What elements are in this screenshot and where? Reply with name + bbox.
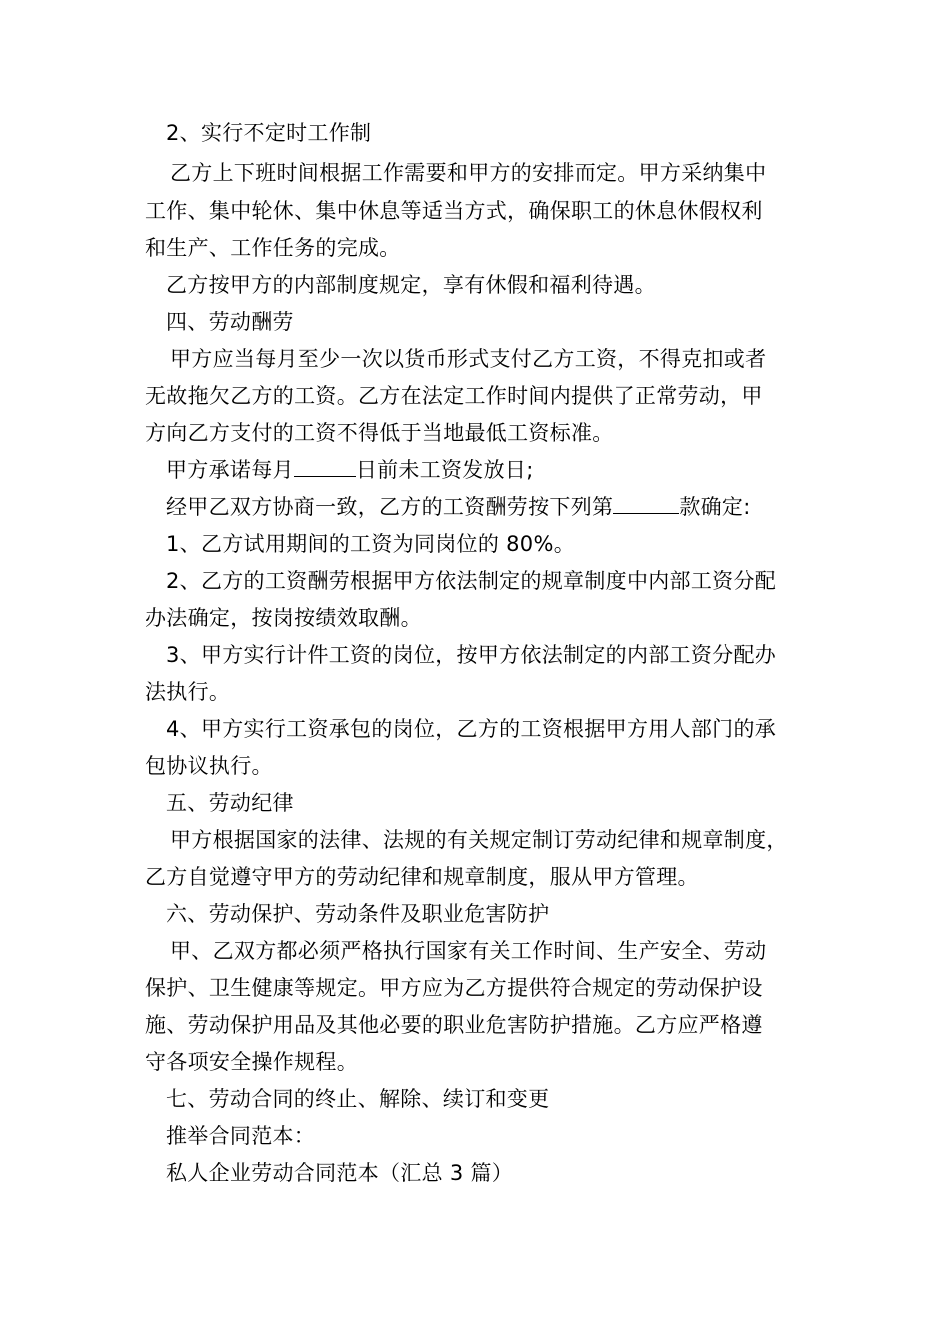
paragraph-pay-option <box>166 492 751 522</box>
option-text-after: 款确定: <box>679 495 751 519</box>
section-heading-6: 六、劳动保护、劳动条件及职业危害防护 <box>166 902 550 926</box>
section-heading-4: 四、劳动酬劳 <box>166 310 294 334</box>
list-item-1: 1、乙方试用期间的工资为同岗位的 80%。 <box>166 532 576 556</box>
list-item-2-line1: 2、乙方的工资酬劳根据甲方依法制定的规章制度中内部工资分配 <box>166 569 777 593</box>
paragraph-protection-line2: 保护、卫生健康等规定。甲方应为乙方提供符合规定的劳动保护设 <box>145 976 763 1000</box>
paragraph-protection-line3: 施、劳动保护用品及其他必要的职业危害防护措施。乙方应严格遵 <box>145 1013 763 1037</box>
list-item-3-line1: 3、甲方实行计件工资的岗位，按甲方依法制定的内部工资分配办 <box>166 643 777 667</box>
payday-text-before: 甲方承诺每月 <box>166 458 294 482</box>
paragraph-work-time-line1: 乙方上下班时间根据工作需要和甲方的安排而定。甲方采纳集中 <box>170 161 767 185</box>
paragraph-discipline-line2: 乙方自觉遵守甲方的劳动纪律和规章制度，服从甲方管理。 <box>145 865 699 889</box>
paragraph-protection-line1: 甲、乙双方都必须严格执行国家有关工作时间、生产安全、劳动 <box>170 939 767 963</box>
section-heading-2: 2、实行不定时工作制 <box>166 121 372 145</box>
paragraph-work-time-line2: 工作、集中轮休、集中休息等适当方式，确保职工的休息休假权利 <box>145 199 763 223</box>
section-heading-7: 七、劳动合同的终止、解除、续订和变更 <box>166 1087 550 1111</box>
recommend-title: 私人企业劳动合同范本（汇总 3 篇） <box>166 1161 514 1185</box>
paragraph-payday <box>166 455 534 485</box>
paragraph-pay-line2: 无故拖欠乙方的工资。乙方在法定工作时间内提供了正常劳动，甲 <box>145 384 763 408</box>
list-item-4-line1: 4、甲方实行工资承包的岗位，乙方的工资根据甲方用人部门的承 <box>166 717 777 741</box>
list-item-3-line2: 法执行。 <box>145 680 231 704</box>
section-heading-5: 五、劳动纪律 <box>166 791 294 815</box>
list-item-2-line2: 办法确定，按岗按绩效取酬。 <box>145 606 422 630</box>
option-text-before: 经甲乙双方协商一致，乙方的工资酬劳按下列第 <box>166 495 614 519</box>
list-item-4-line2: 包协议执行。 <box>145 754 273 778</box>
paragraph-discipline-line1: 甲方根据国家的法律、法规的有关规定制订劳动纪律和规章制度， <box>170 828 788 852</box>
paragraph-work-time-line3: 和生产、工作任务的完成。 <box>145 236 401 260</box>
paragraph-protection-line4: 守各项安全操作规程。 <box>145 1050 358 1074</box>
payday-text-after: 日前未工资发放日; <box>355 458 534 482</box>
paragraph-leave: 乙方按甲方的内部制度规定，享有休假和福利待遇。 <box>166 273 656 297</box>
paragraph-pay-line1: 甲方应当每月至少一次以货币形式支付乙方工资，不得克扣或者 <box>170 347 767 371</box>
paragraph-pay-line3: 方向乙方支付的工资不得低于当地最低工资标准。 <box>145 421 614 445</box>
option-blank <box>613 513 679 514</box>
recommend-label: 推举合同范本： <box>166 1124 316 1148</box>
payday-blank <box>294 476 356 477</box>
